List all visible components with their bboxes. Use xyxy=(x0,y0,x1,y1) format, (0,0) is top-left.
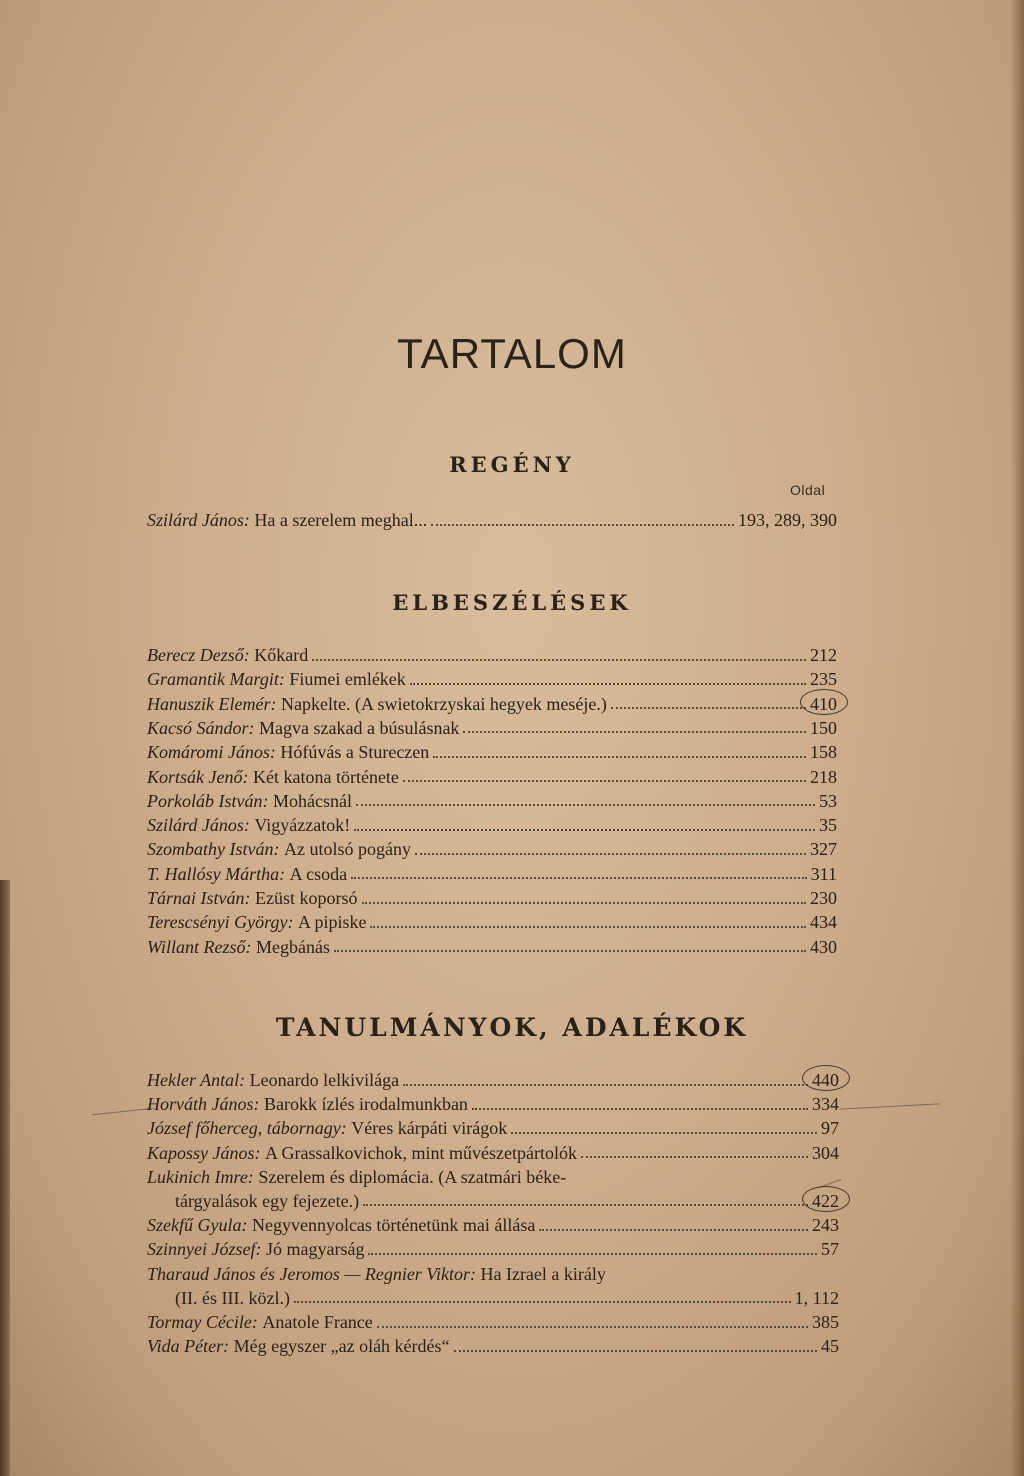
leader-dots xyxy=(370,925,806,928)
section-heading-tanulmanyok: TANULMÁNYOK, ADALÉKOK xyxy=(275,1013,749,1042)
leader-dots xyxy=(472,1107,808,1110)
leader-dots xyxy=(415,852,806,855)
entry-pages: 53 xyxy=(819,790,837,811)
entry-author: Berecz Dezső: xyxy=(147,645,250,665)
entry-author: Gramantik Margit: xyxy=(147,669,285,690)
page-title: TARTALOM xyxy=(397,330,627,377)
leader-dots xyxy=(433,755,806,758)
leader-dots xyxy=(463,730,806,733)
entry-title: Még egyszer „az oláh kérdés“ xyxy=(233,1336,450,1357)
entry-title: A Grassalkovichok, mint művészetpártolók xyxy=(265,1142,577,1163)
toc-entry xyxy=(147,1165,839,1189)
entry-title: Ha Izrael a király xyxy=(480,1263,606,1284)
entry-author: Porkoláb István: xyxy=(147,790,269,811)
toc-entry xyxy=(147,862,837,886)
entry-title: Anatole France xyxy=(262,1312,373,1332)
entry-author: Szombathy István: xyxy=(147,839,280,860)
toc-entry xyxy=(147,740,837,764)
entry-pages: 218 xyxy=(810,766,837,787)
entry-pages: 243 xyxy=(812,1215,839,1236)
entry-pages: 422 xyxy=(812,1189,839,1213)
toc-entry xyxy=(147,508,837,532)
leader-dots xyxy=(356,803,815,806)
entry-title: Negyvennyolcas történetünk mai állása xyxy=(251,1215,536,1236)
entry-author: Tharaud János és Jeromos — Regnier Viktor: xyxy=(147,1263,476,1284)
entry-author: Hekler Antal: xyxy=(147,1070,246,1090)
leader-dots xyxy=(403,1083,808,1086)
entry-title: Szerelem és diplomácia. (A szatmári béke- xyxy=(258,1166,567,1187)
entry-title: Vigyázzatok! xyxy=(254,815,351,836)
toc-entry xyxy=(147,1213,839,1237)
entry-title: Fiumei emlékek xyxy=(289,669,406,690)
leader-dots xyxy=(334,949,806,952)
toc-entry xyxy=(147,837,837,861)
entry-title: Véres kárpáti virágok xyxy=(351,1118,508,1139)
entry-title: Hófúvás a Stureczen xyxy=(280,742,430,763)
leader-dots xyxy=(410,682,806,685)
leader-dots xyxy=(431,523,734,526)
entry-title: Ha a szerelem meghal... xyxy=(254,510,428,530)
toc-entry xyxy=(147,1116,839,1140)
toc-entry xyxy=(147,1262,839,1286)
toc-entry xyxy=(147,765,837,789)
entry-title: Az utolsó pogány xyxy=(283,839,411,860)
entry-title: A csoda xyxy=(289,863,348,884)
toc-entry xyxy=(147,1141,839,1165)
leader-dots xyxy=(312,658,806,661)
entry-pages: 212 xyxy=(810,645,837,665)
entry-pages: 193, 289, 390 xyxy=(738,510,837,530)
entry-pages: 150 xyxy=(810,717,837,738)
entry-author: Szinnyei József: xyxy=(147,1239,262,1260)
entry-pages: 434 xyxy=(810,912,837,933)
entry-pages: 45 xyxy=(821,1336,839,1357)
leader-dots xyxy=(294,1300,791,1303)
toc-entry xyxy=(147,935,837,959)
toc-entry xyxy=(147,667,837,691)
page-column-label: Oldal xyxy=(790,482,826,498)
leader-dots xyxy=(581,1155,808,1158)
entry-pages: 304 xyxy=(812,1142,839,1163)
entry-pages: 35 xyxy=(819,815,837,836)
entry-author: Szilárd János: xyxy=(147,510,250,530)
entry-title-continued: tárgyalások egy fejezete.) xyxy=(175,1190,360,1211)
entry-title: Leonardo lelkivilága xyxy=(249,1070,400,1090)
entry-pages: 235 xyxy=(810,669,837,690)
entry-title-continued: (II. és III. közl.) xyxy=(175,1287,290,1308)
entry-title: Barokk ízlés irodalmunkban xyxy=(263,1094,468,1115)
leader-dots xyxy=(362,901,807,904)
entry-title: Kőkard xyxy=(254,645,309,665)
toc-entry xyxy=(147,692,837,716)
toc-entry xyxy=(147,1334,839,1358)
entry-pages: 311 xyxy=(810,863,837,884)
section-heading-elbeszelesek: ELBESZÉLÉSEK xyxy=(392,590,632,615)
entry-author: Kortsák Jenő: xyxy=(147,766,249,787)
entry-pages: 327 xyxy=(810,839,837,860)
entry-title: Ezüst koporsó xyxy=(255,888,358,908)
entry-pages: 158 xyxy=(810,742,837,763)
section-heading-regeny: REGÉNY xyxy=(449,452,575,477)
entry-title: Jó magyarság xyxy=(265,1239,365,1260)
toc-entry xyxy=(147,910,837,934)
entry-author: Komáromi János: xyxy=(147,742,276,763)
toc-entry-continuation xyxy=(175,1189,839,1213)
toc-entry xyxy=(147,813,837,837)
entry-pages: 230 xyxy=(810,888,837,908)
toc-entry xyxy=(147,1237,839,1261)
pencil-circle-mark xyxy=(802,1186,850,1212)
leader-dots xyxy=(403,779,806,782)
entry-title: Napkelte. (A swietokrzyskai hegyek meséje.) xyxy=(280,693,607,714)
entry-title: Magva szakad a búsulásnak xyxy=(259,717,460,738)
page-edge-right xyxy=(1010,0,1024,1476)
entry-author: Horváth János: xyxy=(147,1094,260,1115)
entry-author: Hanuszik Elemér: xyxy=(147,693,277,714)
entry-author: T. Hallósy Mártha: xyxy=(147,863,286,884)
leader-dots xyxy=(611,706,806,709)
leader-dots xyxy=(351,876,806,879)
entry-pages: 334 xyxy=(812,1094,839,1115)
entry-author: Szekfű Gyula: xyxy=(147,1215,248,1236)
toc-entry xyxy=(147,1310,839,1334)
entry-author: Vida Péter: xyxy=(147,1336,230,1357)
entry-author: József főherceg, tábornagy: xyxy=(147,1118,347,1139)
entry-pages: 410 xyxy=(810,692,837,716)
pencil-circle-mark xyxy=(802,1065,850,1091)
entry-author: Terescsényi György: xyxy=(147,912,294,933)
leader-dots xyxy=(377,1325,808,1328)
entry-author: Tárnai István: xyxy=(147,888,251,908)
toc-entry-continuation xyxy=(175,1286,839,1310)
toc-entry xyxy=(147,716,837,740)
leader-dots xyxy=(454,1349,817,1352)
leader-dots xyxy=(511,1131,817,1134)
entry-author: Lukinich Imre: xyxy=(147,1166,254,1187)
entry-author: Szilárd János: xyxy=(147,815,250,836)
entry-pages: 430 xyxy=(810,936,837,957)
entry-title: Mohácsnál xyxy=(272,790,352,811)
toc-entry xyxy=(147,1068,839,1092)
entry-author: Kacsó Sándor: xyxy=(147,717,255,738)
entry-pages: 440 xyxy=(812,1068,839,1092)
entry-author: Willant Rezső: xyxy=(147,936,252,957)
entry-author: Kapossy János: xyxy=(147,1142,261,1163)
pencil-circle-mark xyxy=(800,689,848,715)
entry-pages: 1, 112 xyxy=(794,1287,839,1308)
entry-pages: 385 xyxy=(812,1312,839,1332)
entry-title: Két katona története xyxy=(252,766,399,787)
leader-dots xyxy=(368,1252,817,1255)
entry-pages: 97 xyxy=(821,1118,839,1139)
leader-dots xyxy=(539,1228,808,1231)
toc-entry xyxy=(147,643,837,667)
leader-dots xyxy=(354,828,815,831)
entry-title: Megbánás xyxy=(256,936,330,957)
page-edge-left xyxy=(0,880,10,1476)
toc-entry xyxy=(147,886,837,910)
entry-author: Tormay Cécile: xyxy=(147,1312,258,1332)
entry-title: A pipiske xyxy=(297,912,367,933)
toc-entry xyxy=(147,1092,839,1116)
toc-entry xyxy=(147,789,837,813)
leader-dots xyxy=(363,1203,808,1206)
entry-pages: 57 xyxy=(821,1239,839,1260)
